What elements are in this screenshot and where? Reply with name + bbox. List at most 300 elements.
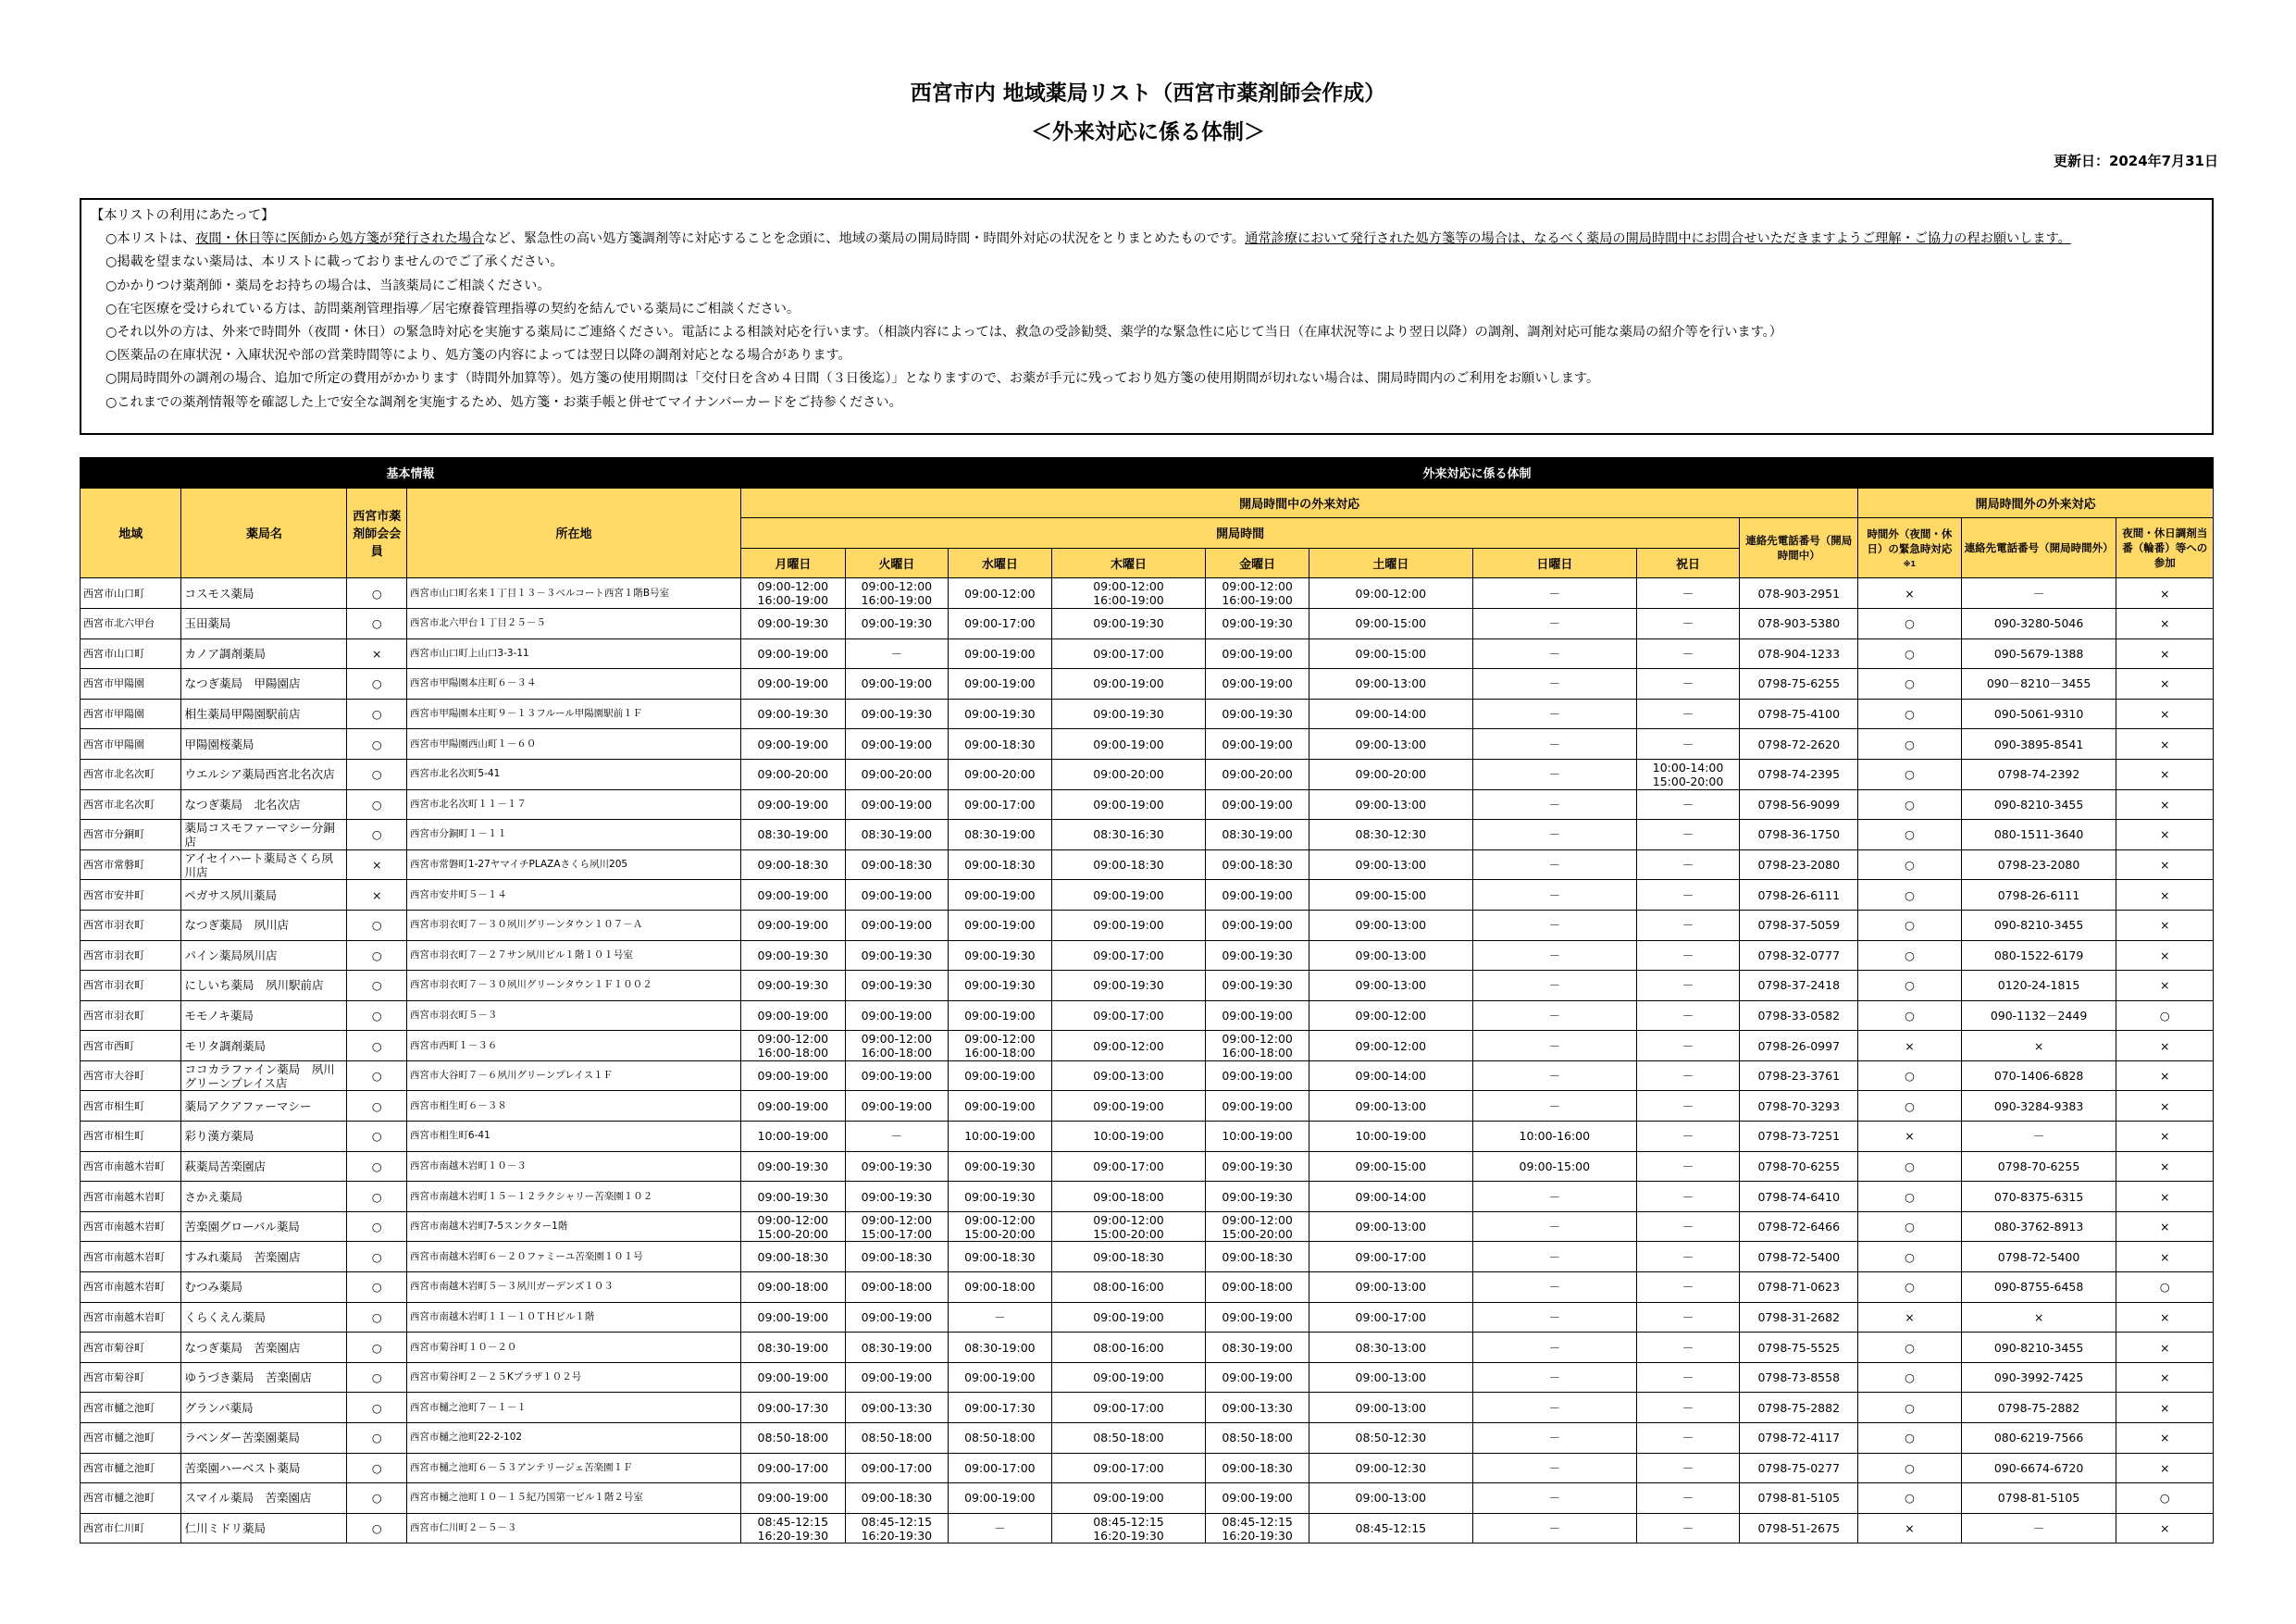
tel-open-cell: 0798-71-0623: [1740, 1272, 1858, 1303]
table-row: [81, 1060, 2214, 1091]
hours-cell: 09:00-19:30: [741, 971, 846, 1001]
hours-cell: －: [1636, 1393, 1740, 1423]
member-cell: ○: [347, 608, 406, 638]
hours-cell: －: [1636, 578, 1740, 609]
hours-cell: 09:00-12:00 15:00-20:00: [949, 1211, 1052, 1242]
table-row: [81, 638, 2214, 669]
hours-cell: －: [1636, 910, 1740, 940]
hours-cell: 09:00-19:00: [741, 1060, 846, 1091]
after-hours-note: ※1: [1903, 560, 1917, 569]
hours-cell: 09:00-19:00: [949, 880, 1052, 911]
hours-cell: 09:00-18:30: [741, 849, 846, 880]
area-cell: 西宮市仁川町: [81, 1513, 181, 1543]
table-row: [81, 608, 2214, 638]
hours-cell: 09:00-13:00: [1309, 789, 1472, 820]
hours-cell: －: [1472, 638, 1636, 669]
hours-cell: －: [1472, 1453, 1636, 1483]
tel-after-cell: 0798-74-2392: [1961, 759, 2116, 789]
hours-cell: 09:00-19:30: [741, 608, 846, 638]
hours-cell: 10:00-19:00: [741, 1122, 846, 1152]
tel-open-cell: 0798-37-5059: [1740, 910, 1858, 940]
member-cell: ○: [347, 1453, 406, 1483]
area-cell: 西宮市南越木岩町: [81, 1182, 181, 1212]
hours-cell: 09:00-19:00: [1051, 910, 1206, 940]
after-hours-label: 時間外（夜間・休日）の緊急時対応: [1867, 527, 1953, 556]
table-row: [81, 971, 2214, 1001]
hours-cell: 08:30-19:00: [949, 820, 1052, 850]
member-cell: ○: [347, 1151, 406, 1182]
after-hours-cell: ○: [1858, 849, 1962, 880]
duty-cell: ×: [2116, 1211, 2214, 1242]
hours-cell: 09:00-19:30: [845, 699, 949, 729]
hours-cell: 09:00-20:00: [1051, 759, 1206, 789]
duty-cell: ×: [2116, 1242, 2214, 1272]
tel-open-cell: 0798-72-2620: [1740, 729, 1858, 760]
hours-cell: 09:00-18:30: [1051, 849, 1206, 880]
hours-cell: 09:00-19:00: [949, 1483, 1052, 1514]
hours-cell: －: [1636, 699, 1740, 729]
hours-cell: 09:00-13:00: [1309, 669, 1472, 700]
hours-cell: 09:00-19:00: [949, 1091, 1052, 1122]
hours-cell: 08:45-12:15: [1309, 1513, 1472, 1543]
note-1: [91, 228, 2203, 251]
hours-cell: 09:00-12:00: [1051, 1031, 1206, 1061]
hours-cell: 09:00-20:00: [741, 759, 846, 789]
hours-cell: 09:00-19:30: [741, 699, 846, 729]
hours-cell: －: [1636, 669, 1740, 700]
tel-open-cell: 0798-70-6255: [1740, 1151, 1858, 1182]
duty-cell: ×: [2116, 849, 2214, 880]
table-row: [81, 1151, 2214, 1182]
hours-cell: 09:00-12:00 15:00-20:00: [1051, 1211, 1206, 1242]
area-cell: 西宮市樋之池町: [81, 1453, 181, 1483]
member-cell: ○: [347, 910, 406, 940]
area-cell: 西宮市甲陽園: [81, 669, 181, 700]
tel-open-cell: 0798-70-3293: [1740, 1091, 1858, 1122]
pharmacy-name-cell: くらくえん薬局: [181, 1302, 347, 1333]
hours-cell: 09:00-17:30: [741, 1393, 846, 1423]
area-cell: 西宮市分銅町: [81, 820, 181, 850]
table-row: [81, 1302, 2214, 1333]
hours-cell: 09:00-15:00: [1309, 880, 1472, 911]
tel-open-cell: 0798-26-0997: [1740, 1031, 1858, 1061]
hours-cell: －: [1636, 729, 1740, 760]
after-hours-cell: ○: [1858, 608, 1962, 638]
hours-cell: 09:00-19:00: [741, 1362, 846, 1393]
hours-cell: 09:00-12:00 16:00-18:00: [949, 1031, 1052, 1061]
table-row: [81, 1513, 2214, 1543]
hours-cell: 09:00-17:00: [949, 789, 1052, 820]
hours-cell: －: [1472, 1423, 1636, 1454]
after-hours-cell: ○: [1858, 699, 1962, 729]
hours-cell: 09:00-18:00: [845, 1272, 949, 1303]
hours-cell: 08:50-18:00: [741, 1423, 846, 1454]
after-hours-cell: ○: [1858, 1362, 1962, 1393]
hours-cell: 09:00-17:00: [1051, 1453, 1206, 1483]
hours-cell: 09:00-19:30: [1206, 699, 1309, 729]
table-row: [81, 1000, 2214, 1031]
table-row: [81, 880, 2214, 911]
area-cell: 西宮市羽衣町: [81, 910, 181, 940]
hours-cell: 09:00-14:00: [1309, 1060, 1472, 1091]
hours-cell: 09:00-19:30: [949, 971, 1052, 1001]
hours-cell: 08:30-19:00: [845, 1333, 949, 1363]
col-name: 薬局名: [181, 488, 347, 578]
pharmacy-name-cell: 彩り漢方薬局: [181, 1122, 347, 1152]
pharmacy-name-cell: 苦楽園グローバル薬局: [181, 1211, 347, 1242]
hours-cell: －: [1472, 1362, 1636, 1393]
hours-cell: 09:00-19:00: [949, 1000, 1052, 1031]
hours-cell: 09:00-12:00 16:00-18:00: [845, 1031, 949, 1061]
after-hours-cell: ○: [1858, 1393, 1962, 1423]
address-cell: 西宮市甲陽園西山町１－６０: [406, 729, 740, 760]
area-cell: 西宮市菊谷町: [81, 1362, 181, 1393]
hours-cell: 10:00-19:00: [1051, 1122, 1206, 1152]
pharmacy-name-cell: なつぎ薬局 苦楽園店: [181, 1333, 347, 1363]
member-cell: ○: [347, 1423, 406, 1454]
member-cell: ○: [347, 1362, 406, 1393]
duty-cell: ×: [2116, 880, 2214, 911]
tel-after-cell: 090-5061-9310: [1961, 699, 2116, 729]
hours-cell: －: [1472, 1513, 1636, 1543]
hours-cell: 09:00-12:00 16:00-19:00: [741, 578, 846, 609]
tel-after-cell: 0798-75-2882: [1961, 1393, 2116, 1423]
address-cell: 西宮市大谷町７－６夙川グリーンプレイス１Ｆ: [406, 1060, 740, 1091]
area-cell: 西宮市相生町: [81, 1091, 181, 1122]
area-cell: 西宮市甲陽園: [81, 699, 181, 729]
hours-cell: 09:00-17:00: [949, 608, 1052, 638]
hours-cell: 09:00-13:00: [1309, 910, 1472, 940]
group-after-hours: 開局時間外の外来対応: [1858, 488, 2214, 518]
after-hours-cell: ○: [1858, 820, 1962, 850]
table-row: [81, 789, 2214, 820]
hours-cell: 09:00-13:00: [1309, 971, 1472, 1001]
member-cell: ○: [347, 1211, 406, 1242]
pharmacy-name-cell: モモノキ薬局: [181, 1000, 347, 1031]
hours-cell: 09:00-13:00: [1309, 729, 1472, 760]
table-row: [81, 1362, 2214, 1393]
pharmacy-name-cell: なつぎ薬局 甲陽園店: [181, 669, 347, 700]
table-row: [81, 1031, 2214, 1061]
member-cell: ○: [347, 1182, 406, 1212]
after-hours-cell: ×: [1858, 1513, 1962, 1543]
hours-cell: 08:00-16:00: [1051, 1333, 1206, 1363]
hours-cell: －: [1636, 608, 1740, 638]
pharmacy-name-cell: すみれ薬局 苦楽園店: [181, 1242, 347, 1272]
col-after-hours: [1858, 518, 1962, 578]
hours-cell: 09:00-18:00: [1206, 1272, 1309, 1303]
hours-cell: －: [1472, 1393, 1636, 1423]
after-hours-cell: ○: [1858, 1453, 1962, 1483]
hours-cell: 08:30-19:00: [741, 820, 846, 850]
hours-cell: －: [1636, 1333, 1740, 1363]
hours-cell: 09:00-18:30: [1206, 849, 1309, 880]
pharmacy-name-cell: なつぎ薬局 夙川店: [181, 910, 347, 940]
hours-cell: 09:00-12:00: [1309, 1031, 1472, 1061]
hours-cell: －: [1636, 1151, 1740, 1182]
hours-cell: 08:30-12:30: [1309, 820, 1472, 850]
hours-cell: 09:00-12:00 16:00-18:00: [1206, 1031, 1309, 1061]
tel-after-cell: 090-8210-3455: [1961, 789, 2116, 820]
tel-after-cell: 0798-70-6255: [1961, 1151, 2116, 1182]
after-hours-cell: ○: [1858, 729, 1962, 760]
tel-after-cell: 080-3762-8913: [1961, 1211, 2116, 1242]
hours-cell: 09:00-14:00: [1309, 699, 1472, 729]
member-cell: ○: [347, 759, 406, 789]
hours-cell: －: [949, 1513, 1052, 1543]
col-tel-open: 連絡先電話番号（開局時間中）: [1740, 518, 1858, 578]
hours-cell: 09:00-19:00: [1206, 1362, 1309, 1393]
hours-cell: 09:00-18:30: [1206, 1453, 1309, 1483]
hours-cell: 09:00-17:00: [845, 1453, 949, 1483]
hours-cell: 08:30-13:00: [1309, 1333, 1472, 1363]
tel-open-cell: 0798-26-6111: [1740, 880, 1858, 911]
duty-cell: ×: [2116, 1302, 2214, 1333]
tel-after-cell: 0798-26-6111: [1961, 880, 2116, 911]
hours-cell: 09:00-12:00: [1309, 1000, 1472, 1031]
hours-cell: 09:00-12:00 16:00-18:00: [741, 1031, 846, 1061]
duty-cell: ×: [2116, 1393, 2214, 1423]
pharmacy-table: [80, 457, 2214, 1543]
hours-cell: －: [1636, 880, 1740, 911]
tel-after-cell: 090-8210-3455: [1961, 910, 2116, 940]
group-outpatient: 外来対応に係る体制: [741, 458, 2214, 489]
page-subtitle: ＜外来対応に係る体制＞: [1031, 120, 1265, 144]
hours-cell: 09:00-17:00: [741, 1453, 846, 1483]
duty-cell: ×: [2116, 1362, 2214, 1393]
pharmacy-name-cell: にしいち薬局 夙川駅前店: [181, 971, 347, 1001]
group-open-hours: 開局時間中の外来対応: [741, 488, 1858, 518]
address-cell: 西宮市樋之池町22-2-102: [406, 1423, 740, 1454]
hours-cell: 10:00-19:00: [949, 1122, 1052, 1152]
table-row: [81, 1091, 2214, 1122]
pharmacy-name-cell: スマイル薬局 苦楽園店: [181, 1483, 347, 1514]
hours-cell: －: [1472, 578, 1636, 609]
hours-cell: 09:00-19:00: [845, 1362, 949, 1393]
tel-open-cell: 0798-81-5105: [1740, 1483, 1858, 1514]
hours-cell: 09:00-19:00: [949, 910, 1052, 940]
tel-open-cell: 0798-73-7251: [1740, 1122, 1858, 1152]
hours-cell: －: [1472, 1242, 1636, 1272]
address-cell: 西宮市羽衣町７－３０夙川グリーンタウン１Ｆ１００２: [406, 971, 740, 1001]
tel-open-cell: 0798-51-2675: [1740, 1513, 1858, 1543]
hours-cell: 09:00-17:00: [1051, 638, 1206, 669]
area-cell: 西宮市南越木岩町: [81, 1272, 181, 1303]
address-cell: 西宮市菊谷町２－２５Kプラザ１０２号: [406, 1362, 740, 1393]
hours-cell: －: [1636, 1000, 1740, 1031]
table-row: [81, 849, 2214, 880]
member-cell: ○: [347, 1483, 406, 1514]
duty-cell: ×: [2116, 1423, 2214, 1454]
member-cell: ×: [347, 880, 406, 911]
table-row: [81, 1272, 2214, 1303]
address-cell: 西宮市南越木岩町１１－１０ＴＨビル１階: [406, 1302, 740, 1333]
hours-cell: 09:00-19:30: [1206, 971, 1309, 1001]
duty-cell: ×: [2116, 1182, 2214, 1212]
member-cell: ×: [347, 638, 406, 669]
hours-cell: 10:00-14:00 15:00-20:00: [1636, 759, 1740, 789]
day-header: 水曜日: [949, 548, 1052, 578]
hours-cell: －: [1636, 789, 1740, 820]
hours-cell: 09:00-18:00: [1051, 1182, 1206, 1212]
hours-cell: 09:00-18:30: [949, 1242, 1052, 1272]
notes-heading: 【本リストの利用にあたって】: [91, 208, 275, 223]
pharmacy-name-cell: 薬局コスモファーマシー分銅店: [181, 820, 347, 850]
hours-cell: 09:00-19:00: [845, 729, 949, 760]
address-cell: 西宮市安井町５－１４: [406, 880, 740, 911]
pharmacy-name-cell: モリタ調剤薬局: [181, 1031, 347, 1061]
hours-cell: 09:00-19:30: [741, 1182, 846, 1212]
hours-cell: 09:00-12:00: [1309, 578, 1472, 609]
member-cell: ×: [347, 849, 406, 880]
hours-cell: 09:00-19:30: [1051, 699, 1206, 729]
hours-cell: 09:00-13:00: [1051, 1060, 1206, 1091]
tel-after-cell: 0120-24-1815: [1961, 971, 2116, 1001]
hours-cell: 09:00-19:00: [949, 1060, 1052, 1091]
hours-cell: 09:00-15:00: [1309, 638, 1472, 669]
pharmacy-name-cell: ゆうづき薬局 苦楽園店: [181, 1362, 347, 1393]
hours-cell: 09:00-18:30: [1051, 1242, 1206, 1272]
duty-cell: ○: [2116, 1272, 2214, 1303]
hours-cell: －: [1636, 1242, 1740, 1272]
hours-cell: 08:30-19:00: [949, 1333, 1052, 1363]
hours-cell: 09:00-12:00 15:00-20:00: [1206, 1211, 1309, 1242]
pharmacy-name-cell: 相生薬局甲陽園駅前店: [181, 699, 347, 729]
after-hours-cell: ×: [1858, 1031, 1962, 1061]
after-hours-cell: ○: [1858, 940, 1962, 971]
hours-cell: 09:00-19:00: [1051, 880, 1206, 911]
pharmacy-name-cell: アイセイハート薬局さくら夙川店: [181, 849, 347, 880]
after-hours-cell: ×: [1858, 578, 1962, 609]
hours-cell: －: [1472, 789, 1636, 820]
pharmacy-name-cell: グランパ薬局: [181, 1393, 347, 1423]
hours-cell: －: [1636, 638, 1740, 669]
day-header: 土曜日: [1309, 548, 1472, 578]
address-cell: 西宮市南越木岩町１０－３: [406, 1151, 740, 1182]
after-hours-cell: ○: [1858, 1151, 1962, 1182]
address-cell: 西宮市樋之池町６－５３アンテリージェ苦楽園１Ｆ: [406, 1453, 740, 1483]
duty-cell: ×: [2116, 759, 2214, 789]
pharmacy-name-cell: ウエルシア薬局西宮北名次店: [181, 759, 347, 789]
hours-cell: 09:00-19:00: [845, 669, 949, 700]
hours-cell: 09:00-19:30: [741, 1151, 846, 1182]
area-cell: 西宮市相生町: [81, 1122, 181, 1152]
hours-cell: 09:00-19:30: [741, 940, 846, 971]
hours-cell: 09:00-19:00: [741, 1091, 846, 1122]
hours-cell: 08:45-12:15 16:20-19:30: [741, 1513, 846, 1543]
hours-cell: 09:00-19:00: [1206, 1302, 1309, 1333]
col-address: 所在地: [406, 488, 740, 578]
member-cell: ○: [347, 1000, 406, 1031]
note-1b: 夜間・休日等に医師から処方箋が発行された場合: [195, 231, 485, 247]
hours-cell: －: [1636, 1453, 1740, 1483]
after-hours-cell: ×: [1858, 1302, 1962, 1333]
duty-cell: ×: [2116, 789, 2214, 820]
tel-open-cell: 0798-73-8558: [1740, 1362, 1858, 1393]
hours-cell: 08:30-16:30: [1051, 820, 1206, 850]
hours-cell: 09:00-20:00: [1206, 759, 1309, 789]
hours-cell: 09:00-18:30: [845, 849, 949, 880]
tel-after-cell: 090-5679-1388: [1961, 638, 2116, 669]
member-cell: ○: [347, 1393, 406, 1423]
hours-cell: 09:00-15:00: [1472, 1151, 1636, 1182]
hours-cell: 09:00-12:00 16:00-19:00: [845, 578, 949, 609]
area-cell: 西宮市山口町: [81, 578, 181, 609]
after-hours-cell: ○: [1858, 1182, 1962, 1212]
member-cell: ○: [347, 1091, 406, 1122]
hours-cell: －: [1472, 880, 1636, 911]
address-cell: 西宮市樋之池町１０－１５紀乃国第一ビル１階２号室: [406, 1483, 740, 1514]
tel-after-cell: 090-8755-6458: [1961, 1272, 2116, 1303]
hours-cell: 09:00-19:30: [1206, 1182, 1309, 1212]
hours-cell: 09:00-17:00: [1051, 1393, 1206, 1423]
tel-open-cell: 0798-72-5400: [1740, 1242, 1858, 1272]
tel-after-cell: 090－8210－3455: [1961, 669, 2116, 700]
hours-cell: 09:00-19:00: [949, 1362, 1052, 1393]
note-2: ○掲載を望まない薬局は、本リストに載っておりませんのでご了承ください。: [105, 254, 564, 270]
col-member: 西宮市薬剤師会会員: [347, 488, 406, 578]
duty-cell: ×: [2116, 699, 2214, 729]
note-7: ○開局時間外の調剤の場合、追加で所定の費用がかかります（時間外加算等）。処方箋の使用期間は「交付日を含め４日間（３日後迄）」となりますので、お薬が手元に残っており処方箋の使用期間が切れない場合は、開局時間内のご利用をお願いします。: [105, 371, 1600, 387]
table-row: [81, 1393, 2214, 1423]
hours-cell: 08:50-18:00: [1051, 1423, 1206, 1454]
duty-cell: ×: [2116, 1333, 2214, 1363]
tel-open-cell: 0798-56-9099: [1740, 789, 1858, 820]
member-cell: ○: [347, 820, 406, 850]
hours-cell: 09:00-19:30: [1206, 940, 1309, 971]
pharmacy-name-cell: パイン薬局夙川店: [181, 940, 347, 971]
hours-cell: 09:00-13:00: [1309, 1272, 1472, 1303]
hours-cell: 09:00-19:00: [845, 789, 949, 820]
duty-cell: ×: [2116, 1060, 2214, 1091]
table-row: [81, 759, 2214, 789]
pharmacy-name-cell: 薬局アクアファーマシー: [181, 1091, 347, 1122]
hours-cell: 09:00-19:00: [741, 910, 846, 940]
member-cell: ○: [347, 1031, 406, 1061]
hours-cell: 09:00-19:00: [1206, 1000, 1309, 1031]
hours-cell: 09:00-19:00: [1206, 1091, 1309, 1122]
hours-cell: －: [1472, 820, 1636, 850]
after-hours-cell: ○: [1858, 1272, 1962, 1303]
area-cell: 西宮市安井町: [81, 880, 181, 911]
pharmacy-name-cell: さかえ薬局: [181, 1182, 347, 1212]
address-cell: 西宮市羽衣町５－３: [406, 1000, 740, 1031]
table-row: [81, 1182, 2214, 1212]
hours-cell: 09:00-19:00: [1206, 638, 1309, 669]
hours-cell: －: [1636, 1091, 1740, 1122]
hours-cell: －: [845, 1122, 949, 1152]
area-cell: 西宮市菊谷町: [81, 1333, 181, 1363]
hours-cell: －: [1472, 699, 1636, 729]
member-cell: ○: [347, 1333, 406, 1363]
hours-cell: 09:00-15:00: [1309, 608, 1472, 638]
hours-cell: －: [1636, 1182, 1740, 1212]
note-3: ○かかりつけ薬剤師・薬局をお持ちの場合は、当該薬局にご相談ください。: [105, 278, 551, 293]
area-cell: 西宮市南越木岩町: [81, 1302, 181, 1333]
duty-cell: ×: [2116, 971, 2214, 1001]
area-cell: 西宮市南越木岩町: [81, 1151, 181, 1182]
hours-cell: 09:00-20:00: [845, 759, 949, 789]
hours-cell: 09:00-19:30: [845, 1151, 949, 1182]
member-cell: ○: [347, 1060, 406, 1091]
table-row: [81, 578, 2214, 609]
tel-open-cell: 0798-75-4100: [1740, 699, 1858, 729]
hours-cell: 09:00-19:00: [949, 669, 1052, 700]
hours-cell: 09:00-17:00: [1309, 1242, 1472, 1272]
duty-cell: ×: [2116, 910, 2214, 940]
hours-cell: 09:00-19:30: [845, 971, 949, 1001]
tel-open-cell: 0798-23-3761: [1740, 1060, 1858, 1091]
